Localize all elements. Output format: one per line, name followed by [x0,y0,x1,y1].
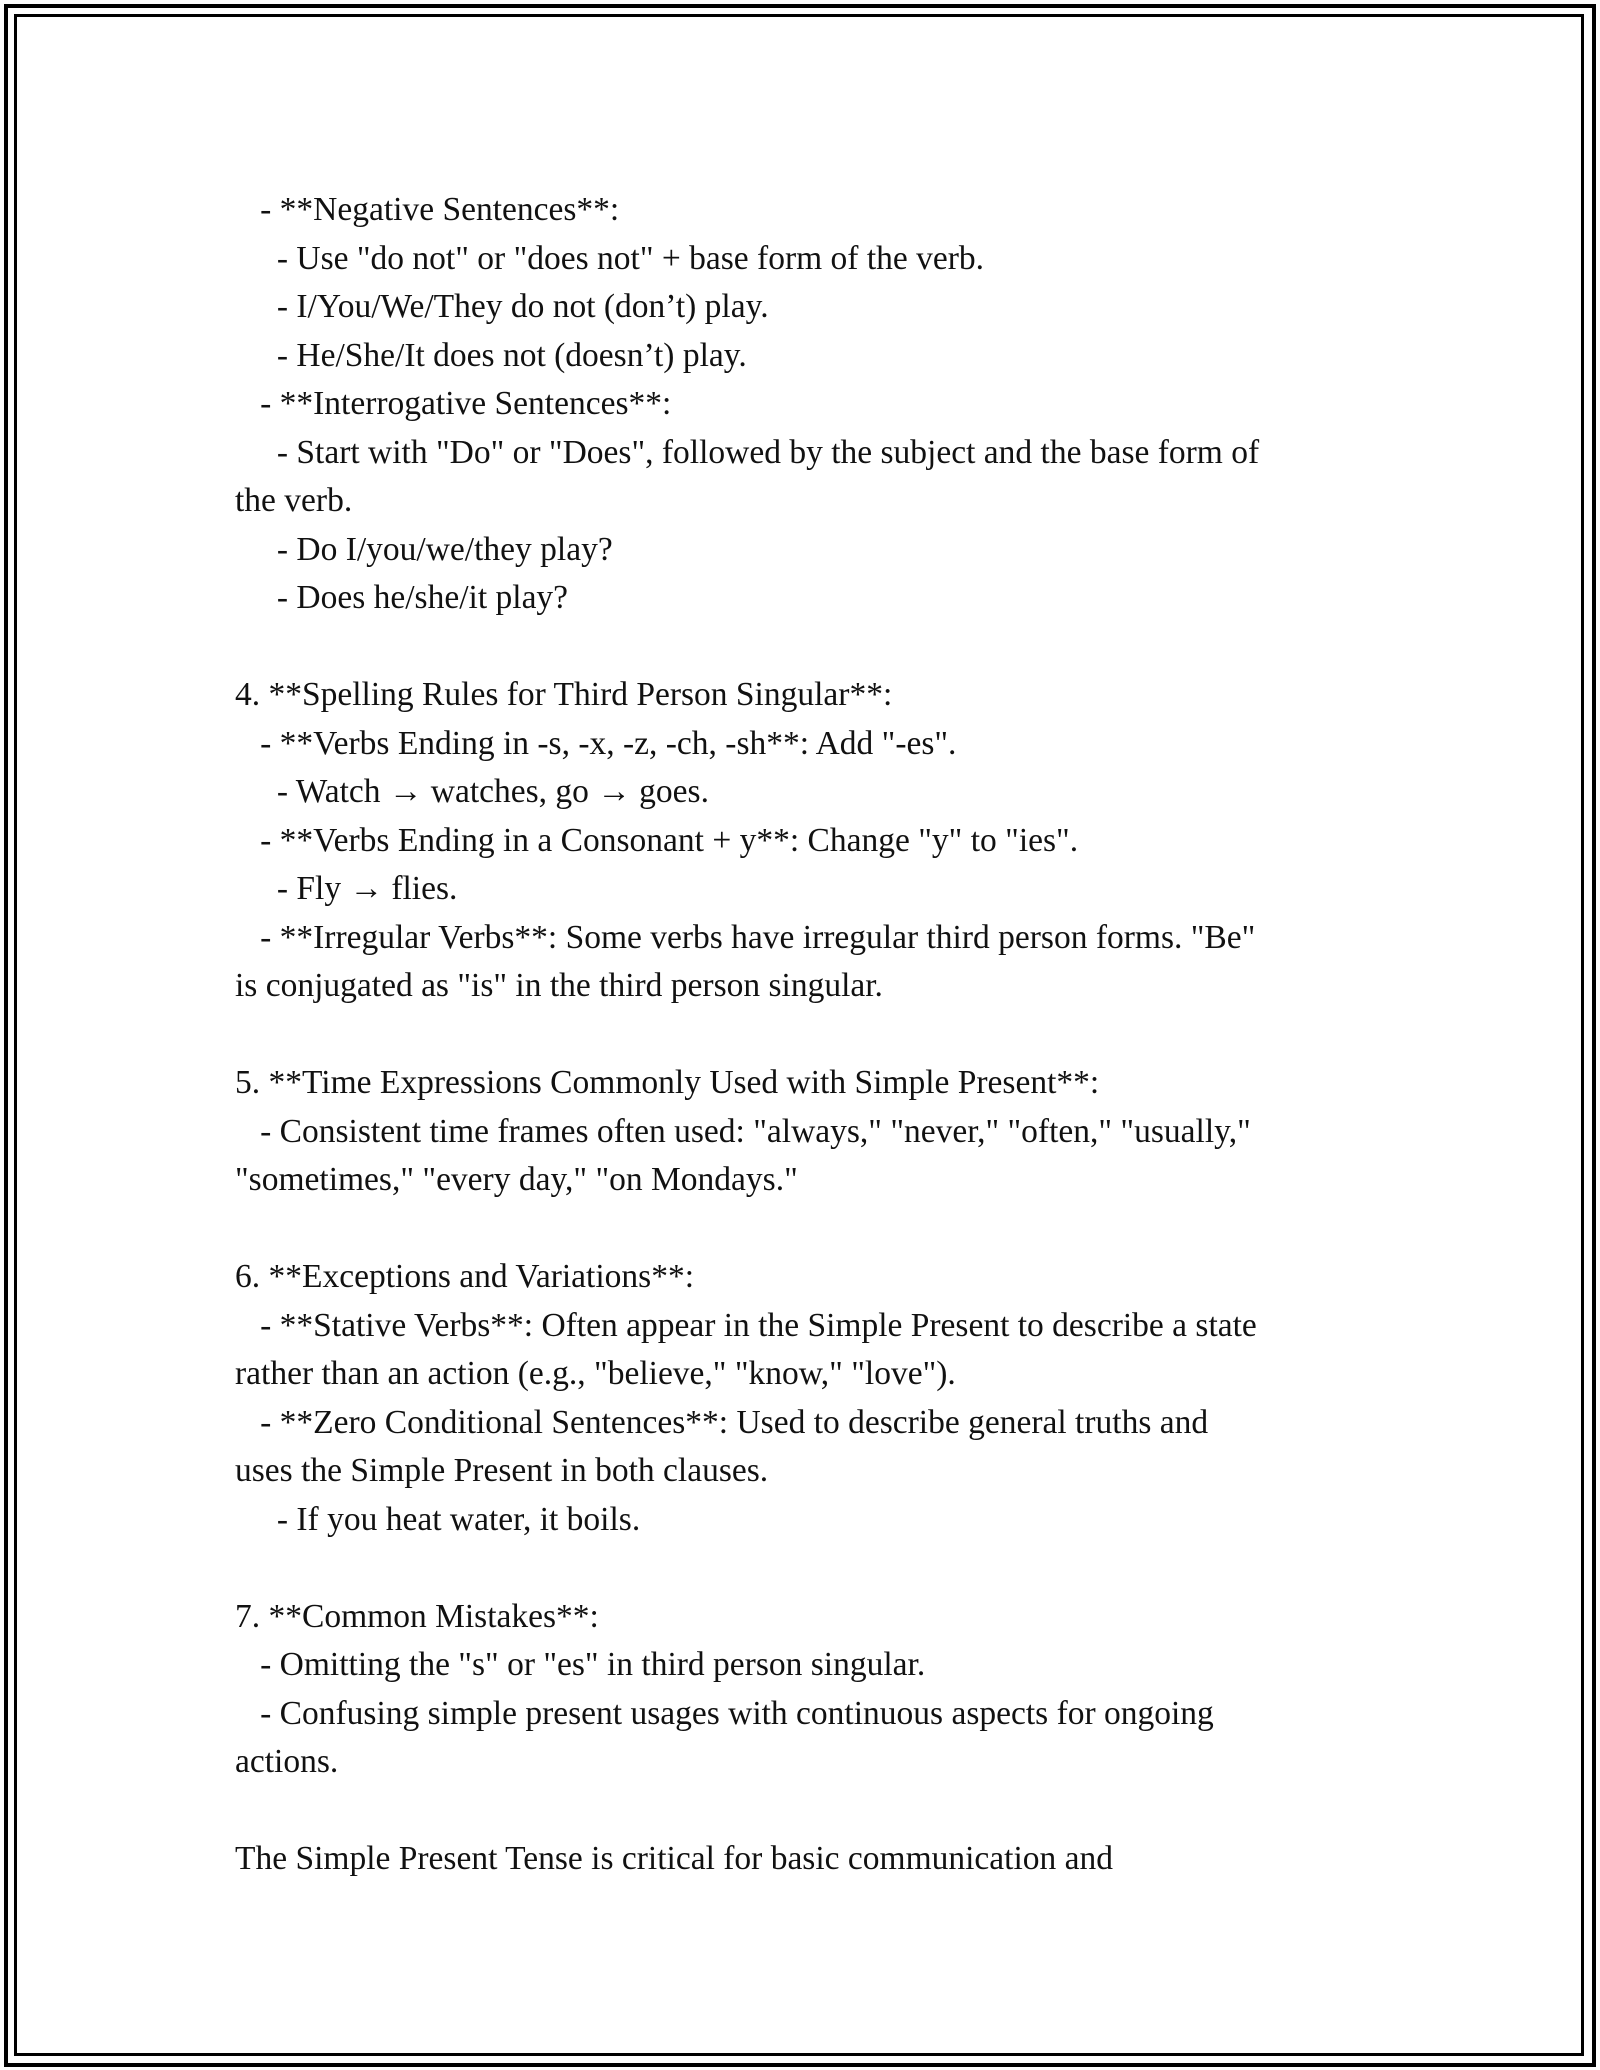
blank-line [235,1544,1365,1593]
blank-line [235,623,1365,672]
text-line: - **Interrogative Sentences**: [235,385,672,422]
text-line: - Omitting the "s" or "es" in third person singular. [235,1646,926,1683]
text-line: - **Negative Sentences**: [235,191,620,228]
text-line: actions. [235,1743,339,1780]
text-line: uses the Simple Present in both clauses. [235,1452,769,1489]
text-line: - Confusing simple present usages with continuous aspects for ongoing [235,1694,1214,1732]
text-line: - Consistent time frames often used: "always," "never," "often," "usually," [235,1112,1251,1150]
text-line: - Does he/she/it play? [235,579,569,616]
text-line: - Do I/you/we/they play? [235,530,613,568]
text-line: - **Zero Conditional Sentences**: Used to describe general truths and [235,1403,1209,1441]
blank-line [235,1787,1365,1836]
section-heading: 7. **Common Mistakes**: [235,1597,599,1635]
text-line: - **Verbs Ending in a Consonant + y**: Change "y" to "ies". [235,821,1079,859]
document-body [235,186,1365,1884]
section-heading: 5. **Time Expressions Commonly Used with Simple Present**: [235,1064,1100,1101]
text-line: - I/You/We/They do not (don’t) play. [235,288,769,325]
blank-line [235,1205,1365,1254]
text-line: - Fly → flies. [235,870,458,907]
text-line: - **Irregular Verbs**: Some verbs have irregular third person forms. "Be" [235,918,1256,956]
blank-line [235,1011,1365,1060]
section-heading: 4. **Spelling Rules for Third Person Singular**: [235,676,893,713]
text-line: the verb. [235,482,353,519]
text-line: - If you heat water, it boils. [235,1500,641,1538]
text-line: "sometimes," "every day," "on Mondays." [235,1161,798,1198]
text-line: - **Stative Verbs**: Often appear in the Simple Present to describe a state [235,1306,1257,1344]
text-line: The Simple Present Tense is critical for basic communication and [235,1840,1114,1877]
text-line: - Use "do not" or "does not" + base form of the verb. [235,239,985,277]
text-line: is conjugated as "is" in the third person singular. [235,967,883,1004]
text-line: - He/She/It does not (doesn’t) play. [235,336,747,374]
text-line: - Watch → watches, go → goes. [235,773,709,810]
text-line: - **Verbs Ending in -s, -x, -z, -ch, -sh**: Add "-es". [235,724,957,762]
section-heading: 6. **Exceptions and Variations**: [235,1258,695,1295]
text-line: rather than an action (e.g., "believe," "know," "love"). [235,1355,956,1392]
text-line: - Start with "Do" or "Does", followed by the subject and the base form of [235,433,1260,471]
